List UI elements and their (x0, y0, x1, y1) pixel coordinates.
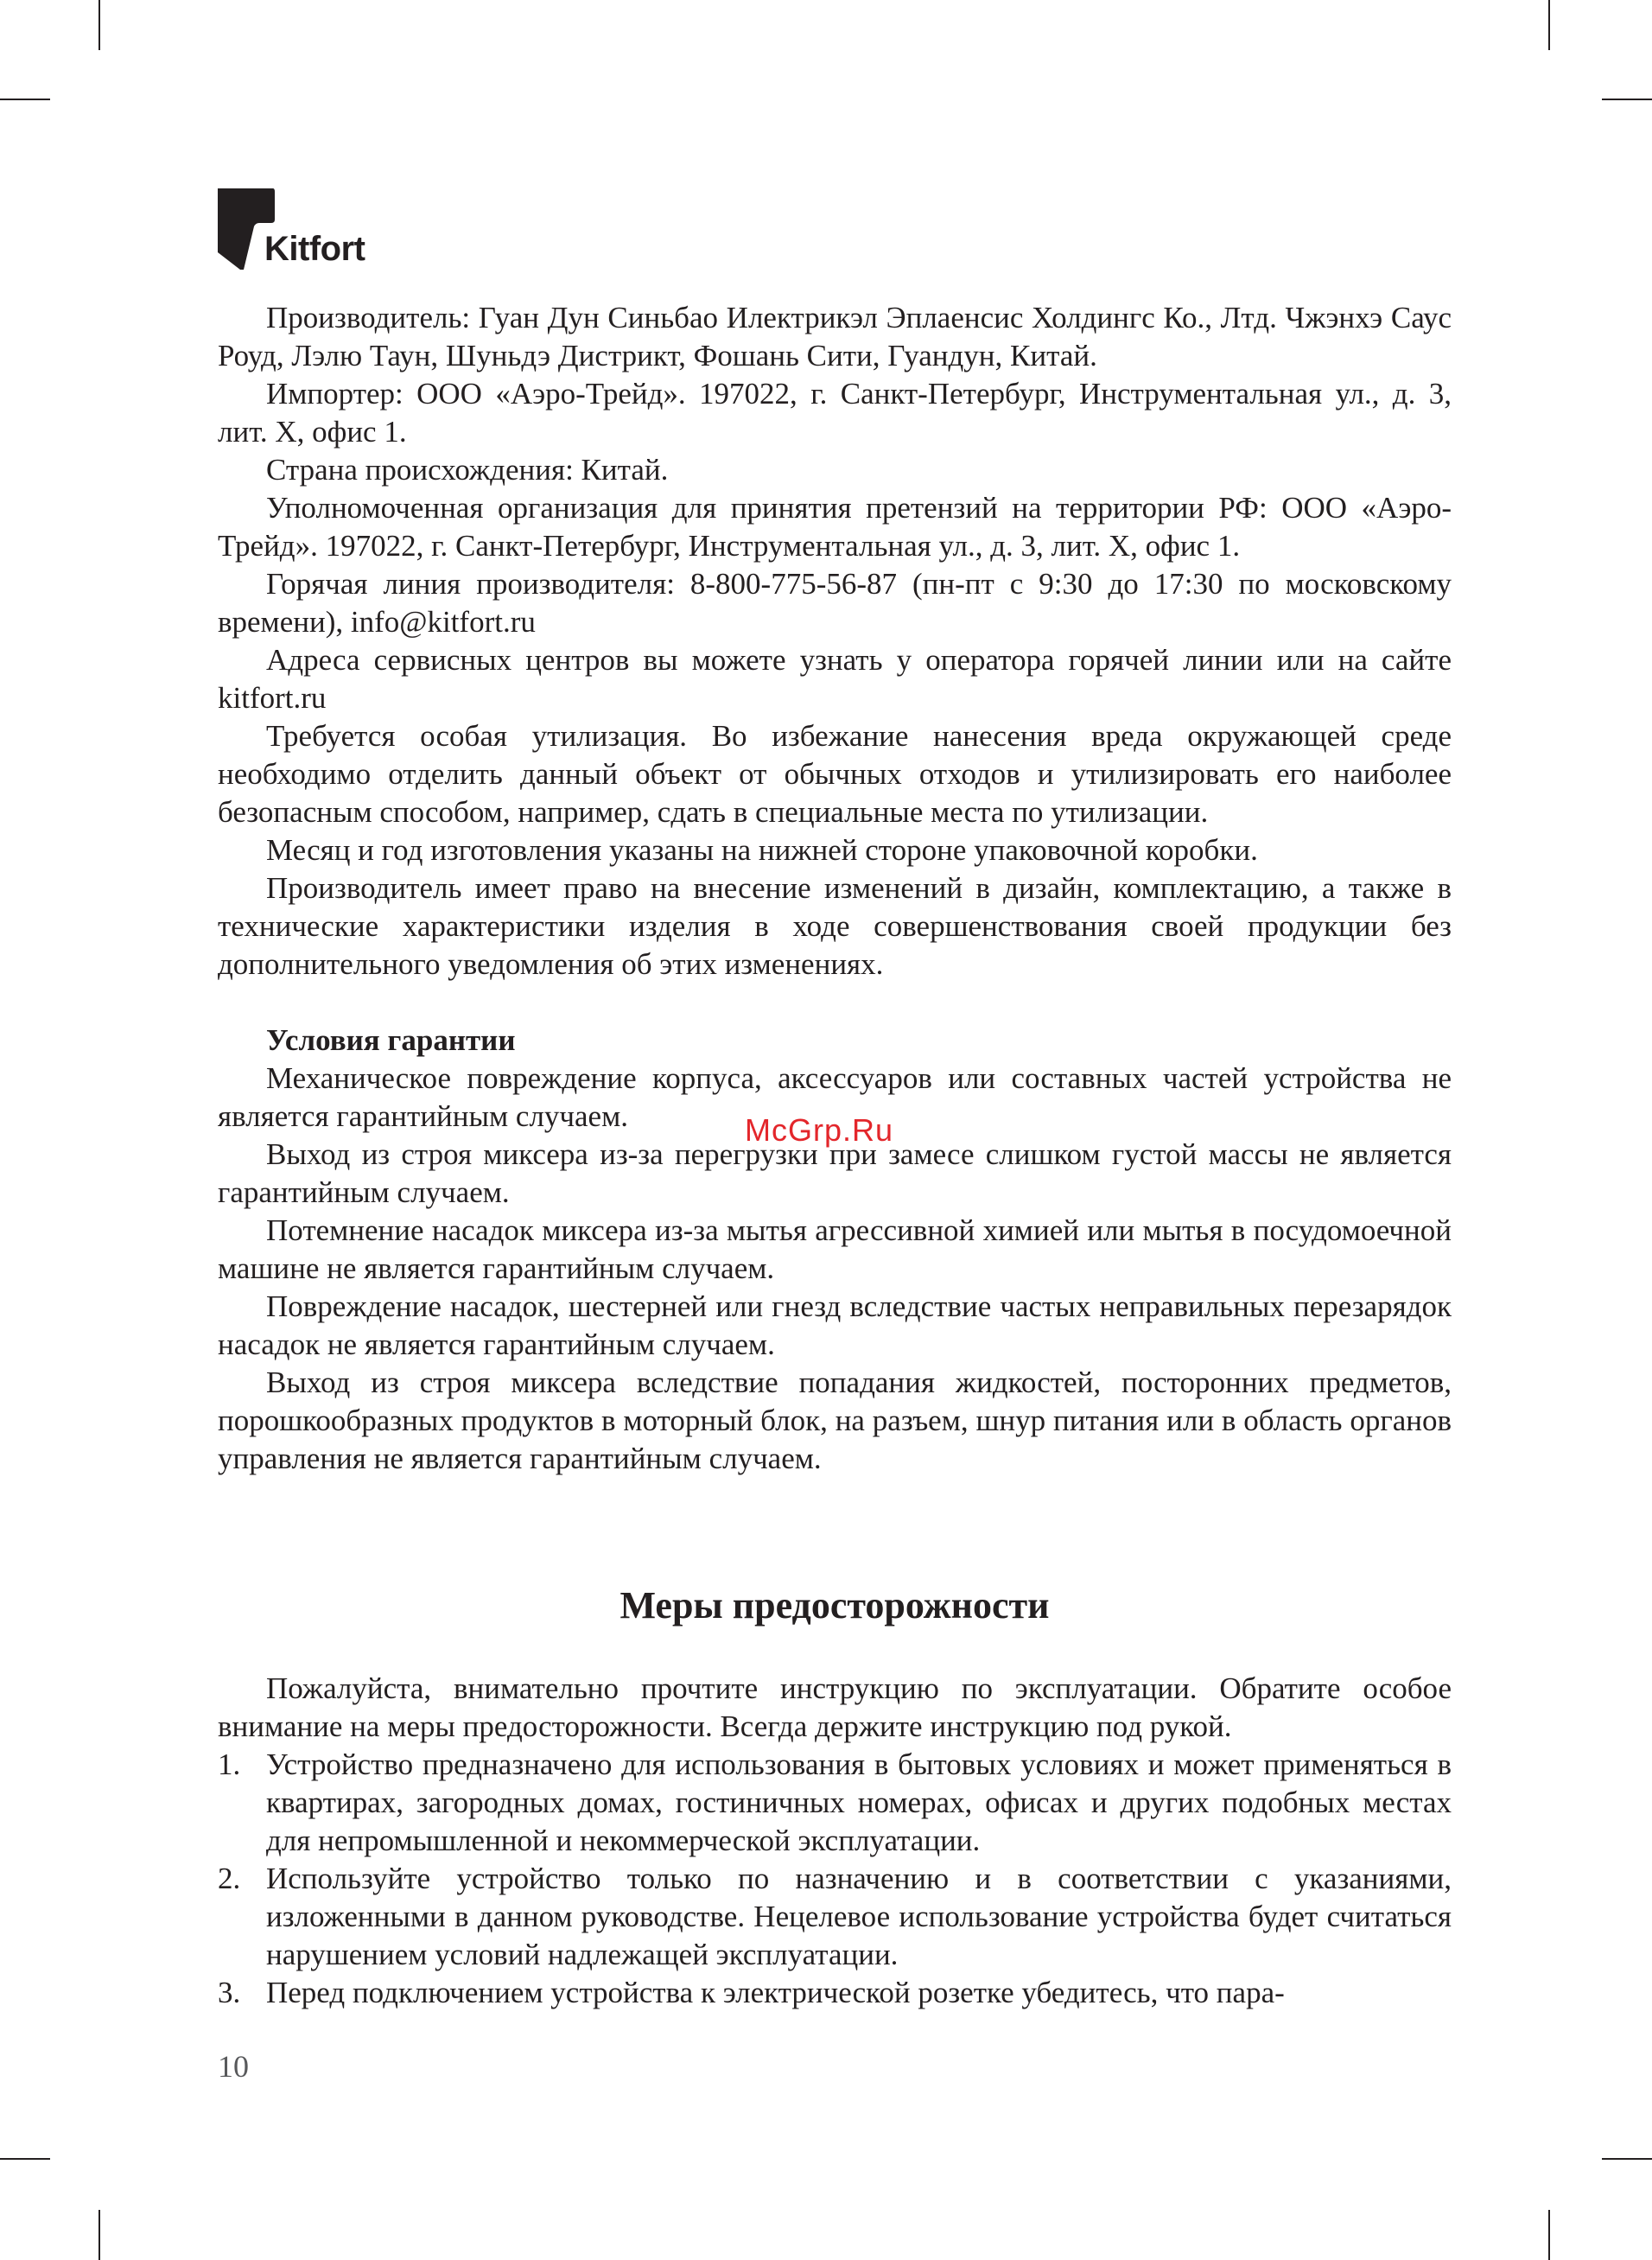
crop-mark (1602, 2158, 1652, 2160)
warranty-paragraph: Механическое повреждение корпуса, аксессуаров или составных частей устройства не является гарантийным случаем. (218, 1061, 1452, 1133)
info-paragraph: Страна происхождения: Китай. (266, 453, 669, 487)
precautions-intro: Пожалуйста, внимательно прочтите инструкцию по эксплуатации. Обратите особое внимание на меры предосторожности. Всегда держите инструкцию под рукой. (218, 1671, 1452, 1743)
watermark: McGrp.Ru (745, 1112, 894, 1148)
info-paragraph: Импортер: ООО «Аэро-Трейд». 197022, г. Санкт-Петербург, Инструментальная ул., д. 3, лит. Х, офис 1. (218, 377, 1452, 449)
crop-mark (0, 99, 50, 100)
info-paragraph: Месяц и год изготовления указаны на нижней стороне упаковочной коробки. (266, 833, 1258, 867)
list-item-text: Перед подключением устройства к электрической розетке убедитесь, что пара- (266, 1976, 1285, 2009)
warranty-paragraph: Выход из строя миксера из-за перегрузки при замесе слишком густой массы не является гарантийным случаем. (218, 1137, 1452, 1209)
info-paragraph: Адреса сервисных центров вы можете узнать у оператора горячей линии или на сайте kitfort.ru (218, 643, 1452, 715)
warranty-paragraph: Выход из строя миксера вследствие попадания жидкостей, посторонних предметов, порошкообразных продуктов в моторный блок, на разъем, шнур питания или в область органов управления не является гарантийным случаем. (218, 1366, 1452, 1475)
warranty-title: Условия гарантии (266, 1023, 516, 1057)
list-item-number: 2. (218, 1862, 241, 1895)
info-paragraph: Уполномоченная организация для принятия претензий на территории РФ: ООО «Аэро-Трейд». 197022, г. Санкт-Петербург, Инструментальная ул., д. 3, лит. Х, офис 1. (218, 491, 1452, 563)
manufacturer-info (218, 299, 1452, 984)
info-paragraph: Производитель имеет право на внесение изменений в дизайн, комплектацию, а также в технические характеристики изделия в ходе совершенствования своей продукции без дополнительного уведомления об этих изменениях. (218, 871, 1452, 981)
page-number: 10 (218, 2049, 249, 2084)
precautions-list (218, 1746, 1452, 2012)
crop-mark (98, 0, 100, 50)
crop-mark (0, 2158, 50, 2160)
list-item-number: 3. (218, 1976, 241, 2009)
precautions-title: Меры предосторожности (620, 1584, 1050, 1627)
page-content (218, 299, 1452, 2012)
list-item (218, 1974, 1452, 2012)
warranty-paragraph: Потемнение насадок миксера из-за мытья агрессивной химией или мытья в посудомоечной машине не является гарантийным случаем. (218, 1213, 1452, 1285)
list-item-number: 1. (218, 1748, 241, 1781)
info-paragraph: Горячая линия производителя: 8-800-775-56-87 (пн-пт с 9:30 до 17:30 по московскому времени), info@kitfort.ru (218, 567, 1452, 639)
brand-name: Kitfort (264, 230, 365, 268)
list-item (218, 1746, 1452, 1860)
list-item (218, 1860, 1452, 1974)
crop-mark (1602, 99, 1652, 100)
crop-mark (1548, 0, 1550, 50)
crop-mark (1548, 2210, 1550, 2260)
warranty-paragraph: Повреждение насадок, шестерней или гнезд вследствие частых неправильных перезарядок насадок не является гарантийным случаем. (218, 1289, 1452, 1361)
list-item-text: Используйте устройство только по назначению и в соответствии с указаниями, изложенными в данном руководстве. Нецелевое использование устройства будет считаться нарушением условий надлежащей эксплуатации. (266, 1862, 1452, 1971)
crop-mark (98, 2210, 100, 2260)
info-paragraph: Производитель: Гуан Дун Синьбао Илектрикэл Эплаенсис Холдингс Ко., Лтд. Чжэнхэ Саус Роуд, Лэлю Таун, Шуньдэ Дистрикт, Фошань Сити, Гуандун, Китай. (218, 301, 1452, 372)
info-paragraph: Требуется особая утилизация. Во избежание нанесения вреда окружающей среде необходимо отделить данный объект от обычных отходов и утилизировать его наиболее безопасным способом, например, сдать в специальные места по утилизации. (218, 719, 1452, 829)
list-item-text: Устройство предназначено для использования в бытовых условиях и может применяться в квартирах, загородных домах, гостиничных номерах, офисах и других подобных местах для непромышленной и некоммерческой эксплуатации. (266, 1748, 1452, 1857)
